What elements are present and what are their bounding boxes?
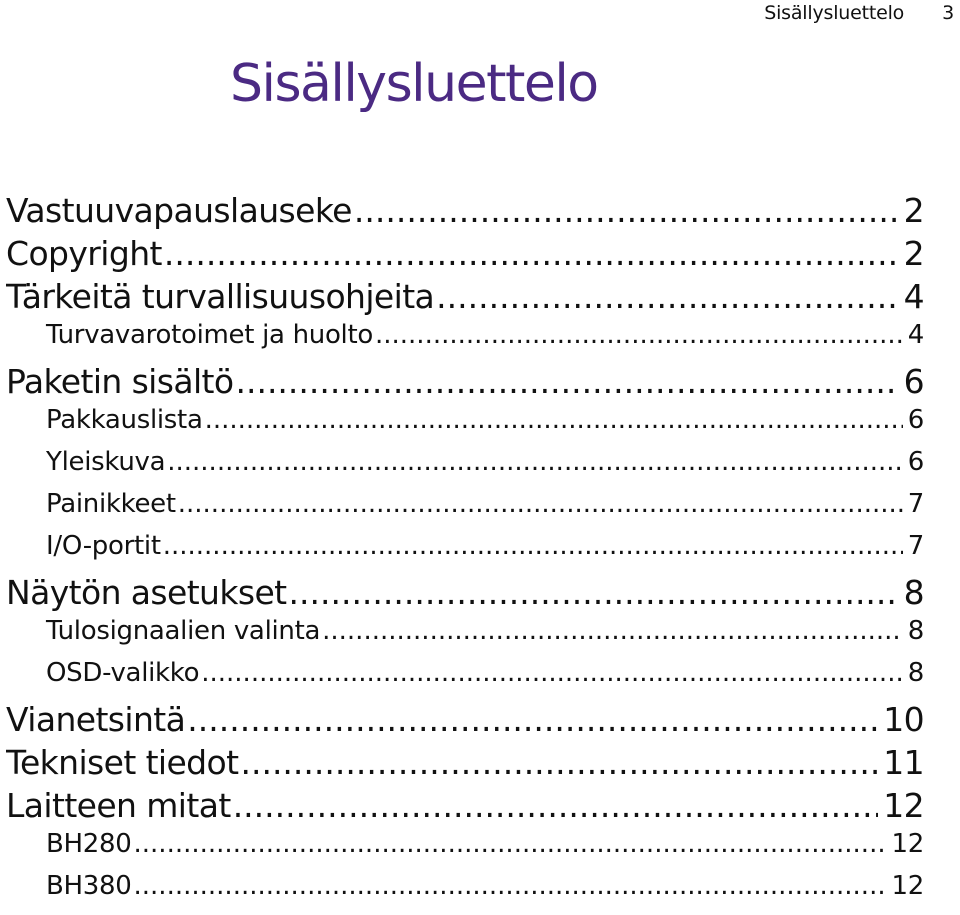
toc-entry-title: Laitteen mitat (6, 786, 231, 825)
header-section-name: Sisällysluettelo (764, 2, 905, 24)
toc-entry[interactable] (6, 234, 924, 277)
toc-dot-leader (436, 277, 898, 316)
toc-entry-title: OSD-valikko (46, 658, 200, 688)
toc-entry-page: 8 (903, 573, 924, 612)
toc-entry[interactable] (6, 191, 924, 234)
toc-dot-leader (134, 871, 887, 901)
toc-entry-page: 6 (907, 447, 924, 477)
running-header (764, 0, 960, 26)
toc-entry-page: 4 (903, 277, 924, 316)
toc-entry-page: 2 (903, 234, 924, 273)
toc-dot-leader (187, 700, 878, 739)
toc-entry[interactable] (6, 405, 924, 447)
toc-entry[interactable] (6, 829, 924, 871)
toc-dot-leader (178, 489, 903, 519)
toc-entry[interactable] (6, 447, 924, 489)
toc-entry[interactable] (6, 489, 924, 531)
toc-entry-title: Paketin sisältö (6, 362, 234, 401)
table-of-contents (6, 191, 924, 913)
toc-entry[interactable] (6, 531, 924, 573)
toc-entry-title: Vianetsintä (6, 700, 186, 739)
toc-dot-leader (235, 362, 898, 401)
toc-entry-page: 7 (907, 531, 924, 561)
toc-entry-title: Copyright (6, 234, 162, 273)
page-title: Sisällysluettelo (230, 54, 598, 114)
toc-entry-page: 8 (907, 658, 924, 688)
toc-dot-leader (201, 658, 903, 688)
toc-dot-leader (240, 743, 878, 782)
toc-entry[interactable] (6, 362, 924, 405)
toc-entry-title: BH280 (46, 829, 132, 859)
toc-entry-page: 8 (907, 616, 924, 646)
toc-dot-leader (233, 786, 879, 825)
toc-entry-title: Tekniset tiedot (6, 743, 239, 782)
toc-dot-leader (289, 573, 899, 612)
toc-dot-leader (205, 405, 903, 435)
header-page-number: 3 (942, 2, 954, 24)
toc-entry-page: 11 (883, 743, 924, 782)
toc-entry-title: Yleiskuva (46, 447, 166, 477)
toc-entry[interactable] (6, 658, 924, 700)
toc-entry[interactable] (6, 786, 924, 829)
toc-entry-title: Tulosignaalien valinta (46, 616, 321, 646)
toc-entry-title: BH380 (46, 871, 132, 901)
toc-entry-page: 2 (903, 191, 924, 230)
toc-entry[interactable] (6, 277, 924, 320)
toc-entry-page: 7 (907, 489, 924, 519)
toc-entry-title: Painikkeet (46, 489, 176, 519)
toc-dot-leader (322, 616, 903, 646)
toc-entry[interactable] (6, 573, 924, 616)
toc-entry-title: I/O-portit (46, 531, 161, 561)
toc-entry[interactable] (6, 871, 924, 913)
toc-dot-leader (375, 320, 903, 350)
toc-entry-page: 10 (883, 700, 924, 739)
toc-entry-page: 12 (891, 871, 924, 901)
toc-entry-page: 12 (883, 786, 924, 825)
toc-entry-page: 6 (907, 405, 924, 435)
toc-entry-title: Näytön asetukset (6, 573, 287, 612)
toc-entry[interactable] (6, 700, 924, 743)
toc-entry-page: 4 (907, 320, 924, 350)
toc-entry[interactable] (6, 320, 924, 362)
toc-dot-leader (354, 191, 899, 230)
toc-entry-title: Vastuuvapauslauseke (6, 191, 352, 230)
toc-entry[interactable] (6, 743, 924, 786)
toc-dot-leader (164, 234, 899, 273)
toc-entry-page: 6 (903, 362, 924, 401)
toc-entry-title: Pakkauslista (46, 405, 203, 435)
toc-entry-page: 12 (891, 829, 924, 859)
toc-dot-leader (167, 447, 903, 477)
toc-entry-title: Tärkeitä turvallisuusohjeita (6, 277, 435, 316)
toc-dot-leader (134, 829, 887, 859)
toc-dot-leader (163, 531, 903, 561)
toc-entry-title: Turvavarotoimet ja huolto (46, 320, 373, 350)
toc-entry[interactable] (6, 616, 924, 658)
